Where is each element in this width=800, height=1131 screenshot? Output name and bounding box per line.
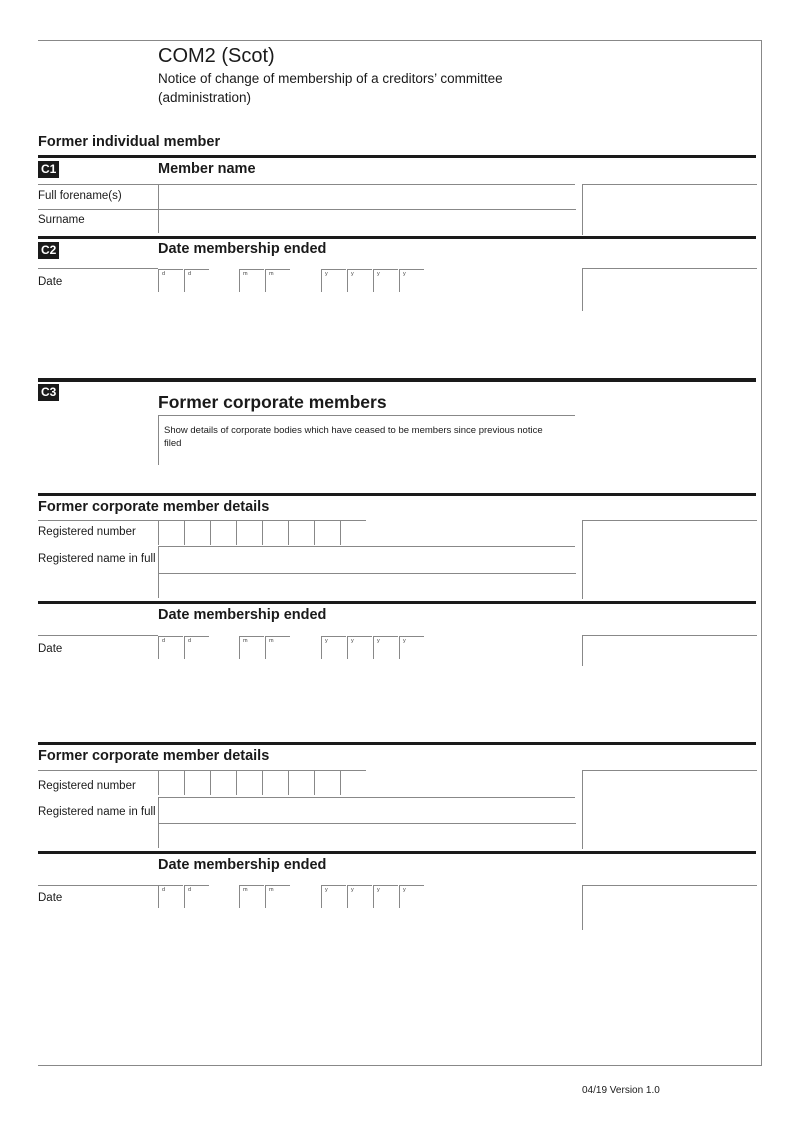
date-char-box[interactable] <box>239 269 264 292</box>
date-char-hint: m <box>243 271 248 277</box>
registered-number-char-box[interactable] <box>184 520 210 545</box>
date-char-hint: y <box>403 887 406 893</box>
date-char-box[interactable] <box>347 269 372 292</box>
date-char-box[interactable] <box>184 885 209 908</box>
c1-guidance-box <box>582 184 757 235</box>
corp1-divider <box>38 493 756 496</box>
c2-date-label: Date <box>38 276 63 288</box>
corp2-date-label: Date <box>38 892 63 904</box>
c3-badge: C3 <box>38 384 59 401</box>
date-char-box[interactable] <box>265 636 290 659</box>
corp2-registered-name-input[interactable] <box>158 798 576 824</box>
registered-number-char-box[interactable] <box>210 770 236 795</box>
date-char-hint: m <box>269 271 274 277</box>
registered-number-char-box[interactable] <box>314 520 340 545</box>
date-char-hint: y <box>377 271 380 277</box>
registered-number-char-box[interactable] <box>158 770 184 795</box>
corp2-guidance-box <box>582 770 757 849</box>
corp2-registered-name-input-2[interactable] <box>158 824 576 848</box>
date-char-hint: y <box>351 271 354 277</box>
date-char-hint: d <box>188 638 192 644</box>
date-char-hint: d <box>162 271 166 277</box>
version-text: 04/19 Version 1.0 <box>582 1085 660 1096</box>
surname-input[interactable] <box>158 210 576 233</box>
c2-divider <box>38 236 756 239</box>
registered-number-char-box[interactable] <box>236 520 262 545</box>
individual-divider <box>38 155 756 158</box>
date-char-hint: y <box>325 887 328 893</box>
corp2-date-guidance-box <box>582 885 757 930</box>
corp2-registered-number-label: Registered number <box>38 780 136 792</box>
corp2-heading: Former corporate member details <box>38 748 270 764</box>
corp1-date-guidance-box <box>582 635 757 666</box>
registered-number-char-box[interactable] <box>236 770 262 795</box>
form-title-line1: Notice of change of membership of a creditors’ committee <box>158 71 503 86</box>
page-bottom-border <box>38 1065 762 1066</box>
corp1-registered-name-input-2[interactable] <box>158 574 576 598</box>
c3-rule <box>158 415 575 416</box>
date-char-hint: y <box>403 638 406 644</box>
date-char-box[interactable] <box>321 269 346 292</box>
registered-number-char-box[interactable] <box>158 520 184 545</box>
c1-badge: C1 <box>38 161 59 178</box>
registered-number-char-box[interactable] <box>262 770 288 795</box>
corp1-date-title: Date membership ended <box>158 607 327 623</box>
corp1-number-rule <box>38 520 158 521</box>
date-char-hint: d <box>162 887 166 893</box>
registered-number-char-box[interactable] <box>210 520 236 545</box>
corp1-registered-name-input[interactable] <box>158 547 576 574</box>
corp1-registered-name-label: Registered name in full <box>38 553 156 565</box>
date-char-box[interactable] <box>158 269 183 292</box>
c2-guidance-box <box>582 268 757 311</box>
c2-title: Date membership ended <box>158 241 327 257</box>
date-char-box[interactable] <box>265 885 290 908</box>
date-char-box[interactable] <box>373 269 398 292</box>
date-char-box[interactable] <box>158 636 183 659</box>
c3-instructions-border <box>158 416 159 465</box>
date-char-hint: y <box>377 887 380 893</box>
corp2-date-divider <box>38 851 756 854</box>
registered-number-char-box[interactable] <box>288 770 314 795</box>
date-char-hint: d <box>188 271 192 277</box>
corp2-divider <box>38 742 756 745</box>
registered-number-char-box[interactable] <box>184 770 210 795</box>
registered-number-char-box[interactable] <box>340 770 366 795</box>
page-right-border <box>761 40 762 1066</box>
date-char-hint: d <box>188 887 192 893</box>
date-char-box[interactable] <box>399 636 424 659</box>
date-char-hint: y <box>351 638 354 644</box>
date-char-hint: m <box>243 887 248 893</box>
date-char-box[interactable] <box>158 885 183 908</box>
individual-heading: Former individual member <box>38 134 221 150</box>
date-char-hint: y <box>325 638 328 644</box>
date-char-box[interactable] <box>347 636 372 659</box>
date-char-hint: y <box>403 271 406 277</box>
date-char-box[interactable] <box>373 636 398 659</box>
corp1-date-divider <box>38 601 756 604</box>
corp2-registered-name-label: Registered name in full <box>38 806 156 818</box>
date-char-hint: m <box>243 638 248 644</box>
c3-divider <box>38 378 756 382</box>
date-char-box[interactable] <box>347 885 372 908</box>
form-code: COM2 (Scot) <box>158 45 275 67</box>
page-top-border <box>38 40 762 41</box>
c3-instructions: Show details of corporate bodies which have ceased to be members since previous notice filed <box>164 425 543 449</box>
corp1-date-label: Date <box>38 643 63 655</box>
corp1-heading: Former corporate member details <box>38 499 270 515</box>
date-char-hint: y <box>325 271 328 277</box>
date-char-box[interactable] <box>399 885 424 908</box>
date-char-hint: y <box>377 638 380 644</box>
form-title-line2: (administration) <box>158 90 252 105</box>
date-char-hint: m <box>269 887 274 893</box>
date-char-box[interactable] <box>373 885 398 908</box>
registered-number-char-box[interactable] <box>288 520 314 545</box>
surname-label: Surname <box>38 214 85 226</box>
c1-title: Member name <box>158 161 256 177</box>
forename-label: Full forename(s) <box>38 190 122 202</box>
date-char-hint: m <box>269 638 274 644</box>
corp1-date-rule <box>38 635 158 636</box>
date-char-box[interactable] <box>265 269 290 292</box>
registered-number-char-box[interactable] <box>340 520 366 545</box>
date-char-box[interactable] <box>184 269 209 292</box>
date-char-box[interactable] <box>321 885 346 908</box>
corp2-number-rule <box>38 770 158 771</box>
date-char-hint: y <box>351 887 354 893</box>
c2-date-rule <box>38 268 158 269</box>
registered-number-char-box[interactable] <box>314 770 340 795</box>
date-char-box[interactable] <box>184 636 209 659</box>
date-char-box[interactable] <box>399 269 424 292</box>
forename-input[interactable] <box>158 185 576 210</box>
corp1-guidance-box <box>582 520 757 599</box>
c3-title: Former corporate members <box>158 392 387 412</box>
date-char-box[interactable] <box>239 636 264 659</box>
registered-number-char-box[interactable] <box>262 520 288 545</box>
forename-label-rule <box>38 209 158 210</box>
date-char-box[interactable] <box>321 636 346 659</box>
corp2-date-rule <box>38 885 158 886</box>
date-char-box[interactable] <box>239 885 264 908</box>
date-char-hint: d <box>162 638 166 644</box>
corp2-date-title: Date membership ended <box>158 857 327 873</box>
c2-badge: C2 <box>38 242 59 259</box>
corp1-registered-number-label: Registered number <box>38 526 136 538</box>
